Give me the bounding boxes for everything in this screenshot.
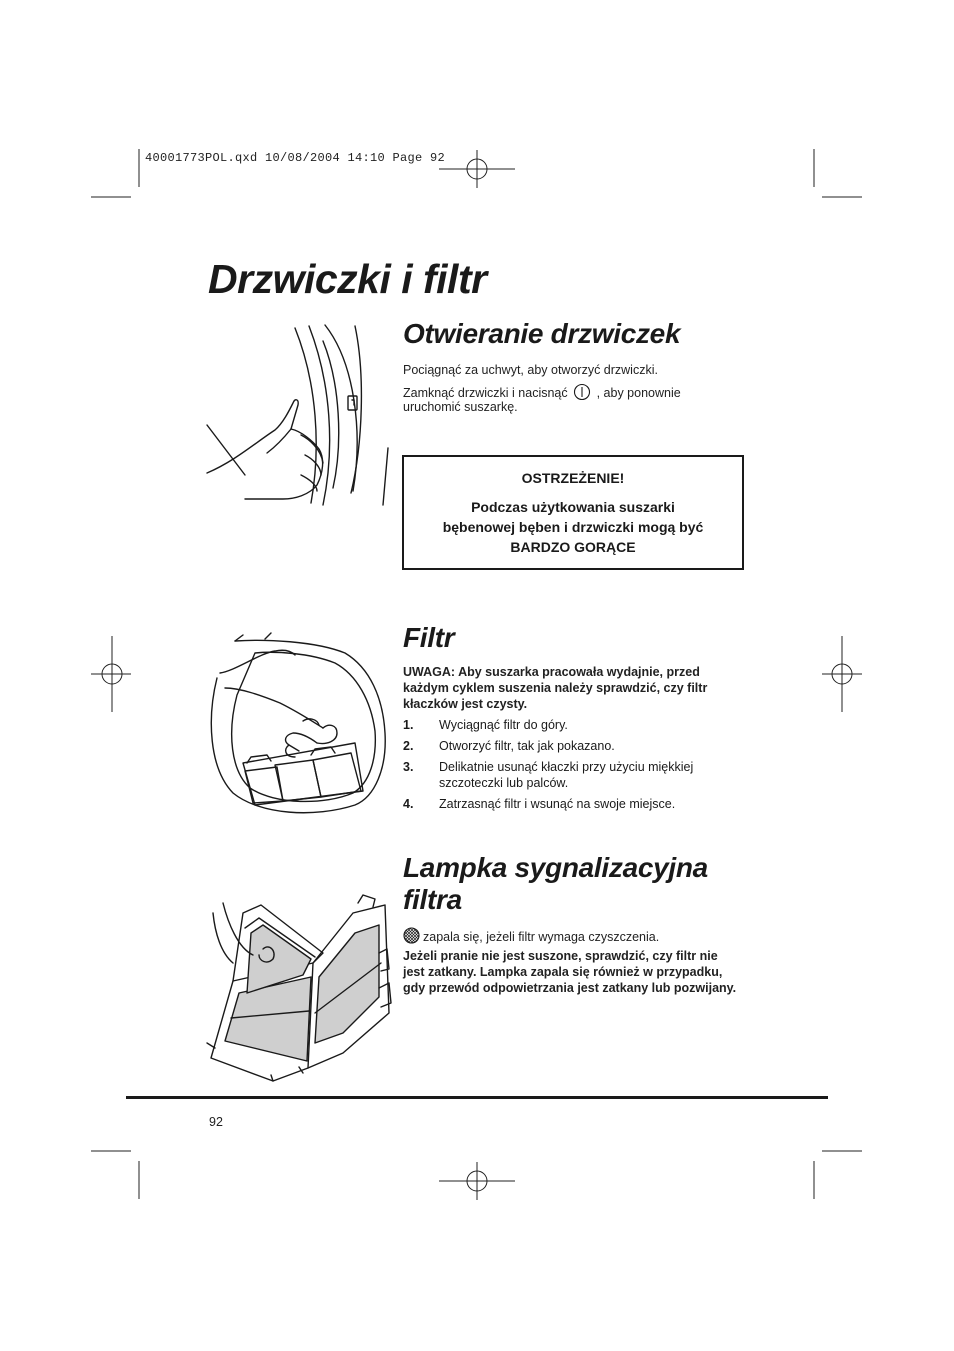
filter-step-number: 4. — [403, 797, 414, 811]
filter-step-text: Otworzyć filtr, tak jak pokazano. — [439, 739, 615, 753]
filter-step-number: 3. — [403, 760, 414, 774]
page-number: 92 — [209, 1115, 223, 1129]
filter-step-text: Wyciągnąć filtr do góry. — [439, 718, 568, 732]
filter-steps-list — [403, 717, 733, 812]
lamp-description — [403, 927, 733, 945]
door-section-heading: Otwieranie drzwiczek — [403, 318, 681, 349]
filter-step-text: Zatrzasnąć filtr i wsunąć na swoje miejsce. — [439, 797, 676, 811]
lamp-description-text: zapala się, jeżeli filtr wymaga czyszczenia. — [423, 930, 660, 944]
file-slug: 40001773POL.qxd 10/08/2004 14:10 Page 92 — [145, 151, 446, 165]
footer-rule — [126, 1096, 828, 1099]
open-filter-illustration — [203, 893, 393, 1083]
filter-step-text: Delikatnie usunąć kłaczki przy użyciu miękkiej szczoteczki lub palców. — [439, 760, 694, 790]
filter-step-number: 1. — [403, 718, 414, 732]
door-opening-illustration — [205, 323, 390, 508]
warning-box — [402, 455, 744, 570]
warning-line-2: bębenowej bęben i drzwiczki mogą być — [442, 519, 704, 535]
filter-lamp-icon — [403, 927, 420, 944]
door-instruction-1: Pociągnąć za uchwyt, aby otworzyć drzwiczki. — [403, 363, 658, 377]
lamp-section-heading — [403, 852, 708, 916]
lamp-warning-text: Jeżeli pranie nie jest suszone, sprawdzić, czy filtr nie jest zatkany. Lampka zapala się również w przypadku, gdy przewód odpowietrzania jest zatkany lub pozwijany. — [403, 949, 737, 995]
lamp-heading-line-2: filtra — [403, 884, 462, 915]
lamp-heading-line-1: Lampka sygnalizacyjna — [403, 852, 708, 883]
start-button-icon — [573, 383, 591, 401]
filter-note: UWAGA: Aby suszarka pracowała wydajnie, przed każdym cyklem suszenia należy sprawdzić, czy filtr kłaczków jest czysty. — [403, 665, 708, 711]
page-title: Drzwiczki i filtr — [208, 256, 487, 302]
warning-title: OSTRZEŻENIE! — [521, 470, 625, 486]
filter-removal-illustration — [205, 633, 390, 818]
door-instruction-2-line2: uruchomić suszarkę. — [403, 400, 518, 414]
warning-line-3: BARDZO GORĄCE — [510, 539, 636, 555]
door-instruction-2-start: Zamknąć drzwiczki i nacisnąć — [403, 386, 568, 400]
filter-step — [403, 796, 733, 812]
filter-step — [403, 738, 733, 754]
filter-step-number: 2. — [403, 739, 414, 753]
filter-step — [403, 717, 733, 733]
door-instruction-2-end: , aby ponownie — [596, 386, 681, 400]
filter-step — [403, 759, 733, 791]
warning-line-1: Podczas użytkowania suszarki — [471, 499, 675, 515]
filter-section-heading: Filtr — [403, 622, 455, 653]
